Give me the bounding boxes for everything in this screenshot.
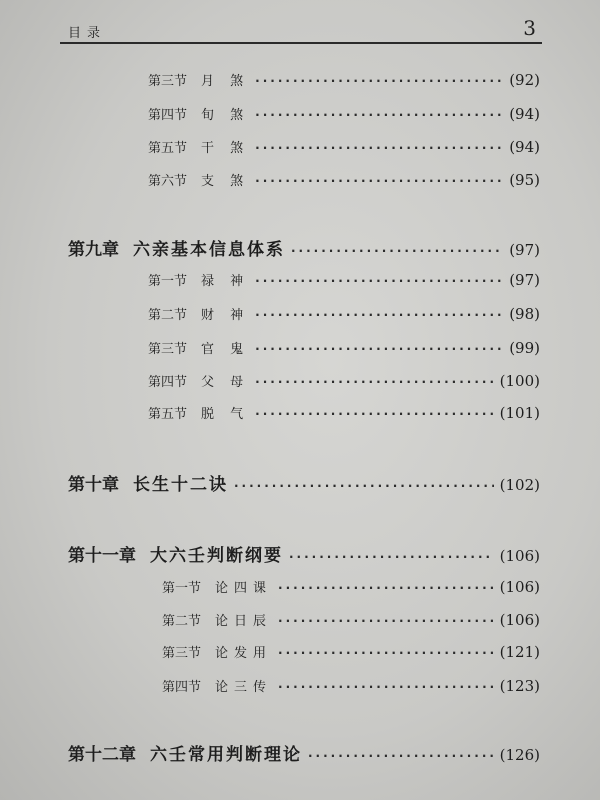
toc-entry[interactable] [162, 642, 540, 661]
running-header [60, 18, 542, 44]
dot-leader [289, 550, 494, 564]
entry-page: (95) [509, 171, 540, 189]
toc-entry[interactable] [148, 270, 540, 289]
entry-page: (92) [509, 71, 540, 89]
entry-number: 第二节 [162, 614, 202, 629]
chapter-number: 第十二章 [68, 745, 136, 765]
entry-page: (106) [499, 611, 540, 629]
entry-title: 论日辰 [215, 614, 273, 629]
toc-entry[interactable] [148, 104, 540, 123]
entry-number: 第二节 [148, 308, 188, 323]
dot-leader [278, 646, 494, 660]
toc-chapter-entry[interactable] [68, 470, 540, 495]
dot-leader [291, 244, 503, 258]
entry-number: 第一节 [148, 274, 188, 289]
entry-page: (99) [509, 339, 540, 357]
dot-leader [278, 581, 494, 595]
entry-page: (126) [499, 746, 540, 764]
header-section-title: 目录 [68, 26, 107, 41]
toc-entry[interactable] [162, 577, 540, 596]
chapter-title: 六亲基本信息体系 [133, 240, 285, 260]
toc-chapter-entry[interactable] [68, 235, 540, 260]
entry-title: 官 鬼 [201, 342, 250, 357]
toc-entry[interactable] [148, 304, 540, 323]
toc-entry[interactable] [162, 610, 540, 629]
entry-page: (97) [509, 241, 540, 259]
entry-page: (94) [509, 105, 540, 123]
entry-title: 父 母 [201, 375, 250, 390]
toc-entry[interactable] [148, 403, 540, 422]
dot-leader [255, 74, 503, 88]
entry-title: 支 煞 [201, 174, 250, 189]
entry-page: (106) [499, 547, 540, 565]
entry-number: 第四节 [162, 680, 202, 695]
dot-leader [255, 274, 503, 288]
dot-leader [255, 308, 503, 322]
entry-title: 论三传 [215, 680, 273, 695]
entry-title: 论发用 [215, 646, 273, 661]
toc-entry[interactable] [148, 170, 540, 189]
entry-title: 月 煞 [201, 74, 250, 89]
entry-number: 第三节 [148, 74, 188, 89]
entry-number: 第五节 [148, 141, 188, 156]
entry-number: 第四节 [148, 108, 188, 123]
entry-page: (94) [509, 138, 540, 156]
chapter-number: 第十一章 [68, 546, 136, 566]
dot-leader [278, 614, 494, 628]
dot-leader [308, 749, 494, 763]
dot-leader [255, 174, 503, 188]
entry-number: 第五节 [148, 407, 188, 422]
entry-page: (100) [499, 372, 540, 390]
entry-number: 第三节 [162, 646, 202, 661]
chapter-number: 第十章 [68, 475, 119, 495]
entry-page: (97) [509, 271, 540, 289]
entry-number: 第一节 [162, 581, 202, 596]
toc-chapter-entry[interactable] [68, 541, 540, 566]
entry-page: (106) [499, 578, 540, 596]
dot-leader [278, 680, 494, 694]
toc-entry[interactable] [148, 70, 540, 89]
entry-title: 禄 神 [201, 274, 250, 289]
toc-entry[interactable] [162, 676, 540, 695]
entry-page: (98) [509, 305, 540, 323]
toc-entry[interactable] [148, 371, 540, 390]
toc-entry[interactable] [148, 137, 540, 156]
entry-number: 第六节 [148, 174, 188, 189]
chapter-number: 第九章 [68, 240, 119, 260]
toc-entry[interactable] [148, 338, 540, 357]
toc-chapter-entry[interactable] [68, 740, 540, 765]
header-page-number: 3 [523, 16, 536, 40]
dot-leader [255, 407, 494, 421]
dot-leader [255, 108, 503, 122]
entry-title: 旬 煞 [201, 108, 250, 123]
entry-title: 干 煞 [201, 141, 250, 156]
chapter-title: 大六壬判断纲要 [150, 546, 283, 566]
dot-leader [255, 342, 503, 356]
entry-title: 脱 气 [201, 407, 250, 422]
entry-page: (123) [499, 677, 540, 695]
entry-page: (101) [499, 404, 540, 422]
dot-leader [255, 375, 494, 389]
entry-title: 论四课 [215, 581, 273, 596]
entry-number: 第四节 [148, 375, 188, 390]
dot-leader [255, 141, 503, 155]
chapter-title: 长生十二诀 [133, 475, 228, 495]
entry-title: 财 神 [201, 308, 250, 323]
entry-page: (121) [499, 643, 540, 661]
entry-number: 第三节 [148, 342, 188, 357]
entry-page: (102) [499, 476, 540, 494]
chapter-title: 六壬常用判断理论 [150, 745, 302, 765]
dot-leader [234, 479, 494, 493]
